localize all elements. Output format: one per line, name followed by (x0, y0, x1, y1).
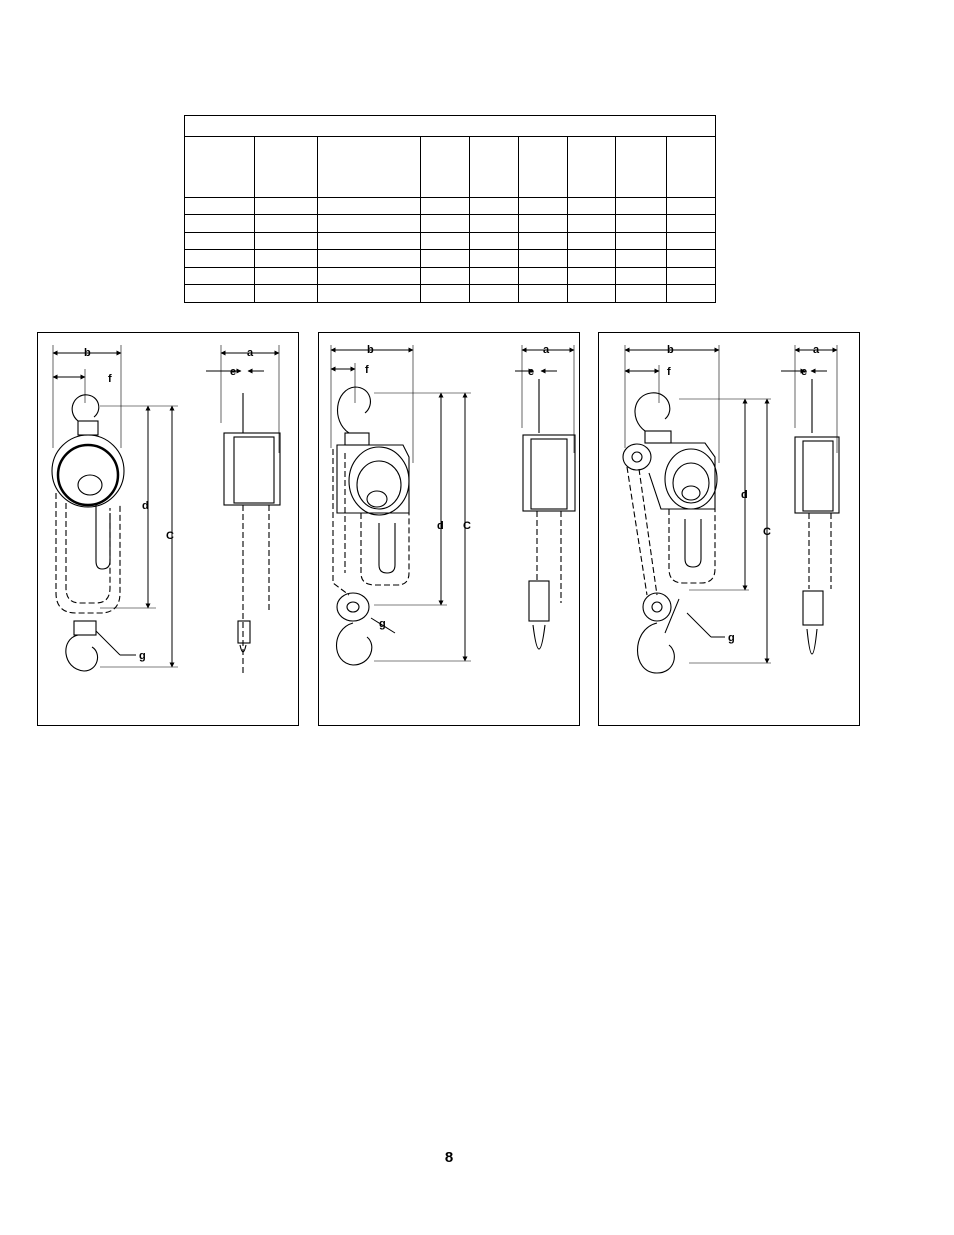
table-cell (318, 285, 421, 303)
table-cell (519, 267, 568, 285)
table-cell (470, 285, 519, 303)
dimension-label-e: e (801, 366, 808, 378)
hoist-side-view (523, 379, 575, 649)
dimension-label-d: d (741, 489, 748, 501)
dimension-label-d: d (142, 500, 149, 512)
dimension-label-d: d (437, 520, 444, 532)
table-cell (667, 232, 716, 250)
dimension-label-c: C (166, 530, 174, 542)
table-title-row (185, 116, 716, 137)
table-cell (421, 267, 470, 285)
column-header (470, 136, 519, 197)
table-cell (470, 267, 519, 285)
column-header (318, 136, 421, 197)
table-cell (255, 285, 318, 303)
table-cell (421, 285, 470, 303)
dimension-label-b: b (84, 347, 91, 359)
table-cell (185, 215, 255, 233)
table-cell (255, 232, 318, 250)
table-title (185, 116, 716, 137)
table-cell (421, 232, 470, 250)
dimension-label-a: a (543, 344, 550, 356)
table-cell (318, 215, 421, 233)
table-cell (616, 285, 667, 303)
dimension-label-b: b (367, 344, 374, 356)
page-number: 8 (444, 1149, 454, 1166)
dimension-label-f: f (365, 364, 369, 376)
dimension-label-a: a (247, 347, 254, 359)
hoist-side-view (795, 379, 839, 654)
table-cell (568, 232, 616, 250)
table-cell (318, 232, 421, 250)
table-row (185, 232, 716, 250)
column-header (421, 136, 470, 197)
table-cell (519, 285, 568, 303)
hoist-diagram-1 (37, 332, 299, 726)
table-cell (616, 250, 667, 268)
table-cell (318, 250, 421, 268)
table-row (185, 267, 716, 285)
table-cell (667, 285, 716, 303)
table-cell (470, 197, 519, 215)
table-cell (185, 285, 255, 303)
table-cell (470, 215, 519, 233)
dimension-label-g: g (379, 618, 386, 630)
dimension-label-g: g (728, 632, 735, 644)
dimension-label-g: g (139, 650, 146, 662)
dimension-label-a: a (813, 344, 820, 356)
table-cell (255, 197, 318, 215)
table-cell (470, 232, 519, 250)
dimension-label-e: e (528, 366, 535, 378)
table-cell (568, 197, 616, 215)
hoist-side-view (224, 393, 280, 673)
table-row (185, 250, 716, 268)
dimension-label-e: e (230, 366, 237, 378)
table-cell (568, 250, 616, 268)
hoist-drawing (319, 333, 581, 727)
table-cell (667, 197, 716, 215)
hoist-front-view (333, 387, 409, 665)
table-cell (185, 197, 255, 215)
table-row (185, 285, 716, 303)
table-cell (667, 250, 716, 268)
table-cell (421, 215, 470, 233)
table-cell (568, 285, 616, 303)
dimension-label-c: C (763, 526, 771, 538)
table-cell (318, 197, 421, 215)
table-row (185, 215, 716, 233)
table-cell (470, 250, 519, 268)
table-cell (519, 197, 568, 215)
hoist-front-view (52, 395, 124, 671)
column-header (255, 136, 318, 197)
dimension-label-b: b (667, 344, 674, 356)
table-cell (616, 197, 667, 215)
hoist-drawing (38, 333, 300, 727)
dimension-label-c: C (463, 520, 471, 532)
table-row (185, 197, 716, 215)
column-header (185, 136, 255, 197)
table-cell (519, 232, 568, 250)
table-cell (255, 267, 318, 285)
dimension-label-f: f (667, 366, 671, 378)
table-cell (519, 250, 568, 268)
column-header (616, 136, 667, 197)
hoist-front-view (623, 393, 717, 673)
column-header (519, 136, 568, 197)
table-cell (568, 267, 616, 285)
table-cell (255, 250, 318, 268)
table-cell (185, 267, 255, 285)
table-cell (185, 232, 255, 250)
column-header (568, 136, 616, 197)
dimensions-table (184, 115, 716, 303)
table-cell (667, 267, 716, 285)
table-cell (616, 215, 667, 233)
dimension-label-f: f (108, 373, 112, 385)
column-header (667, 136, 716, 197)
table-header-row (185, 136, 716, 197)
table-cell (185, 250, 255, 268)
table-cell (421, 250, 470, 268)
hoist-drawing (599, 333, 861, 727)
table-cell (318, 267, 421, 285)
table-cell (568, 215, 616, 233)
table-cell (519, 215, 568, 233)
table-cell (667, 215, 716, 233)
table-cell (616, 267, 667, 285)
table-cell (255, 215, 318, 233)
table-cell (421, 197, 470, 215)
table-cell (616, 232, 667, 250)
hoist-diagram-3 (598, 332, 860, 726)
hoist-diagram-2 (318, 332, 580, 726)
